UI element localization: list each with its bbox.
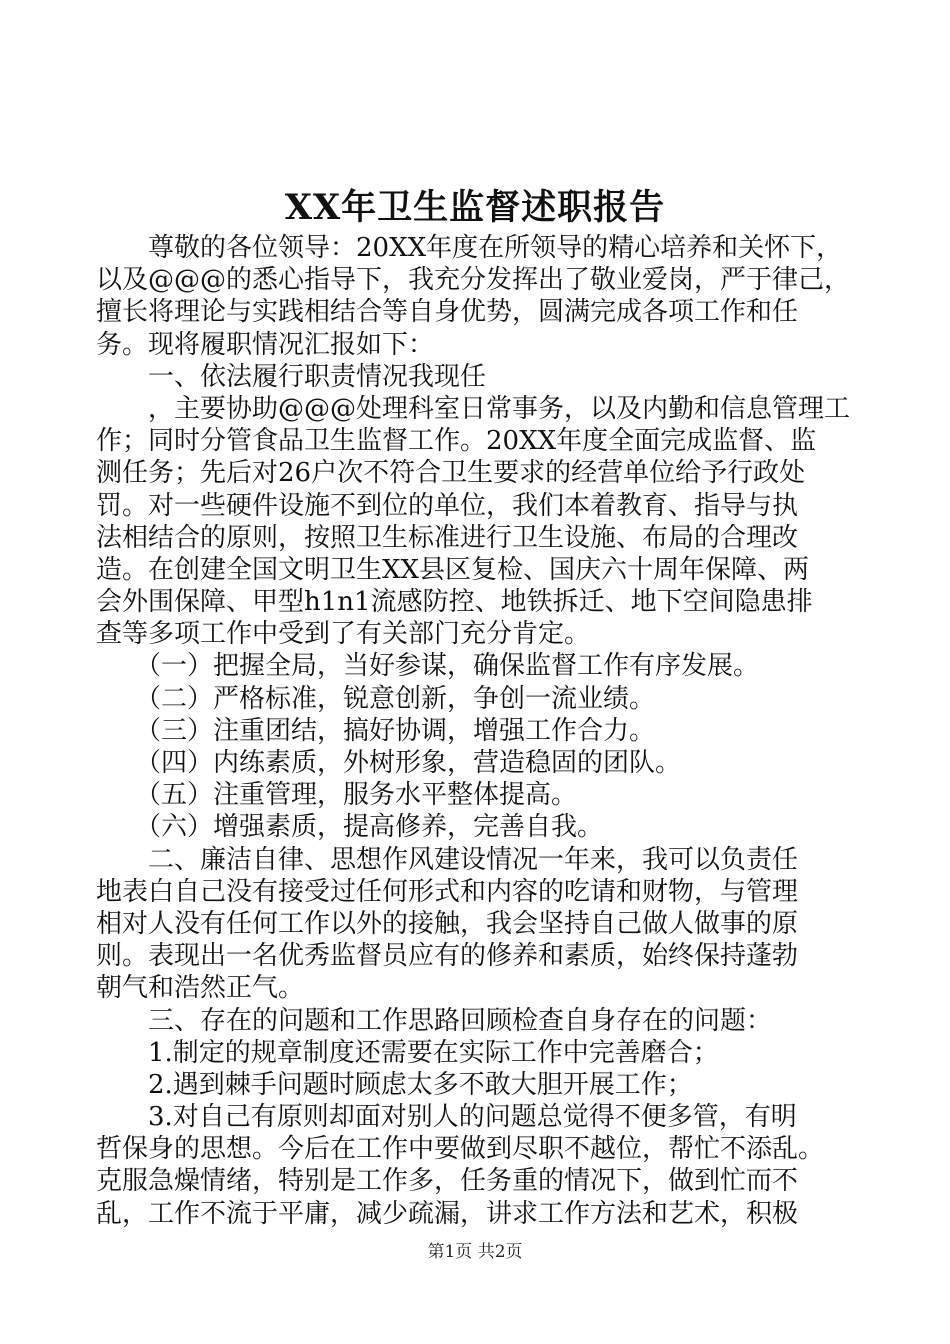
list-item: （六）增强素质，提高修养，完善自我。 [96, 812, 604, 843]
list-item: （三）注重团结，搞好协调，增强工作合力。 [96, 715, 656, 746]
body-line: 则。表现出一名优秀监督员应有的修养和素质，始终保持蓬勃 [96, 941, 799, 972]
body-line: 造。在创建全国文明卫生XX县区复检、国庆六十周年保障、两 [96, 554, 810, 585]
body-line: 测任务；先后对26户次不符合卫生要求的经营单位给予行政处 [96, 458, 806, 489]
body-line: 罚。对一些硬件设施不到位的单位，我们本着教育、指导与执 [96, 490, 799, 521]
body-line: 哲保身的思想。今后在工作中要做到尽职不越位，帮忙不添乱。 [96, 1134, 825, 1165]
list-item: 2.遇到棘手问题时顾虑太多不敢大胆开展工作； [96, 1069, 693, 1100]
list-item: 1.制定的规章制度还需要在实际工作中完善磨合； [96, 1037, 719, 1068]
body-line: ，主要协助@@@处理科室日常事务，以及内勤和信息管理工 [96, 393, 851, 424]
section-heading: 一、依法履行职责情况我现任 [96, 361, 487, 392]
body-line: 乱，工作不流于平庸，减少疏漏，讲求工作方法和艺术，积极 [96, 1198, 799, 1229]
body-line: 作；同时分管食品卫生监督工作。20XX年度全面完成监督、监 [96, 426, 817, 457]
body-line: 朝气和浩然正气。 [96, 973, 305, 1004]
list-item: （二）严格标准，锐意创新，争创一流业绩。 [96, 683, 656, 714]
section-heading: 三、存在的问题和工作思路回顾检查自身存在的问题： [96, 1005, 773, 1036]
body-line: 克服急燥情绪，特别是工作多，任务重的情况下，做到忙而不 [96, 1166, 799, 1197]
body-line: 以及@@@的悉心指导下，我充分发挥出了敬业爱岗，严于律己， [96, 265, 851, 296]
list-item: （五）注重管理，服务水平整体提高。 [96, 780, 578, 811]
body-line: 法相结合的原则，按照卫生标准进行卫生设施、布局的合理改 [96, 522, 799, 553]
list-item: （一）把握全局，当好参谋，确保监督工作有序发展。 [96, 651, 760, 682]
body-line: 尊敬的各位领导：20XX年度在所领导的精心培养和关怀下， [96, 233, 843, 263]
body-line: 地表白自己没有接受过任何形式和内容的吃请和财物，与管理 [96, 876, 799, 907]
body-line: 查等多项工作中受到了有关部门充分肯定。 [96, 619, 591, 650]
section-heading: 二、廉洁自律、思想作风建设情况一年来，我可以负责任 [96, 844, 799, 875]
document-body [96, 232, 858, 1230]
list-item: （四）内练素质，外树形象，营造稳固的团队。 [96, 748, 682, 778]
body-line: 擅长将理论与实践相结合等自身优势，圆满完成各项工作和任 [96, 297, 799, 328]
document-title: XX年卫生监督述职报告 [284, 187, 666, 228]
page-number-footer: 第1页 共2页 [427, 1242, 523, 1262]
body-line: 务。现将履职情况汇报如下： [96, 329, 435, 360]
list-item: 3.对自己有原则却面对别人的问题总觉得不便多管，有明 [96, 1102, 797, 1133]
body-line: 会外围保障、甲型h1n1流感防控、地铁拆迁、地下空间隐患排 [96, 587, 813, 618]
body-line: 相对人没有任何工作以外的接触，我会坚持自己做人做事的原 [96, 908, 799, 939]
